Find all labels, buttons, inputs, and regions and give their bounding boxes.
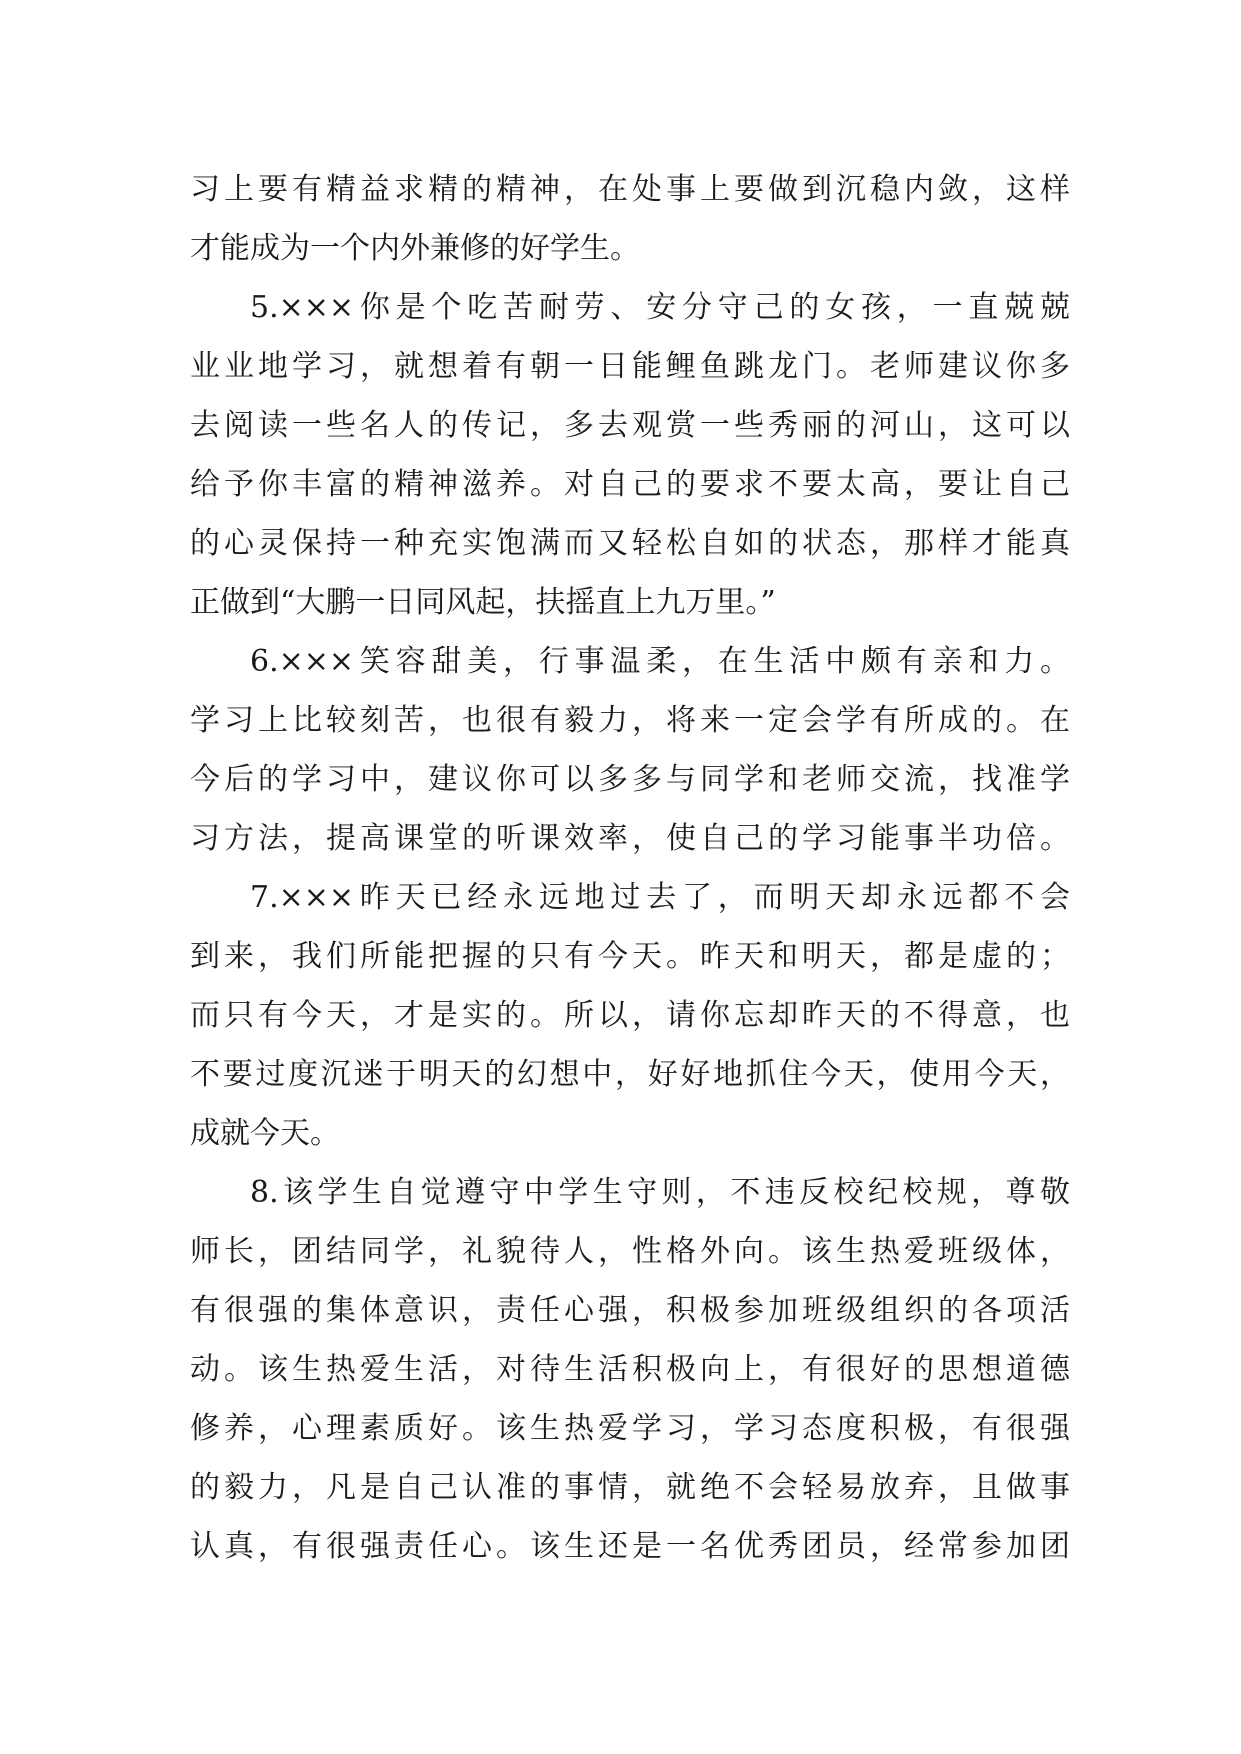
text-line: 而只有今天，才是实的。所以，请你忘却昨天的不得意，也 bbox=[190, 998, 1070, 1033]
text-line: 去阅读一些名人的传记，多去观赏一些秀丽的河山，这可以 bbox=[190, 408, 1070, 443]
text-line: 习方法，提高课堂的听课效率，使自己的学习能事半功倍。 bbox=[190, 821, 1070, 856]
text-line: 动。该生热爱生活，对待生活积极向上，有很好的思想道德 bbox=[190, 1352, 1070, 1387]
text-line: 的心灵保持一种充实饱满而又轻松自如的状态，那样才能真 bbox=[190, 526, 1070, 561]
text-line: 业业地学习，就想着有朝一日能鲤鱼跳龙门。老师建议你多 bbox=[190, 349, 1070, 384]
text-line: 给予你丰富的精神滋养。对自己的要求不要太高，要让自己 bbox=[190, 467, 1070, 502]
text-line: 习上要有精益求精的精神，在处事上要做到沉稳内敛，这样 bbox=[190, 172, 1070, 207]
text-line: 才能成为一个内外兼修的好学生。 bbox=[190, 231, 640, 266]
text-line: 师长，团结同学，礼貌待人，性格外向。该生热爱班级体， bbox=[190, 1234, 1070, 1269]
text-line: 修养，心理素质好。该生热爱学习，学习态度积极，有很强 bbox=[190, 1411, 1070, 1446]
text-line: 的毅力，凡是自己认准的事情，就绝不会轻易放弃，且做事 bbox=[190, 1470, 1070, 1505]
text-line: 5.×××你是个吃苦耐劳、安分守己的女孩，一直兢兢 bbox=[250, 290, 1070, 325]
text-line: 6.×××笑容甜美，行事温柔，在生活中颇有亲和力。 bbox=[250, 644, 1070, 679]
text-line: 7.×××昨天已经永远地过去了，而明天却永远都不会 bbox=[250, 880, 1070, 915]
text-line: 8.该学生自觉遵守中学生守则，不违反校纪校规，尊敬 bbox=[250, 1175, 1070, 1210]
text-line: 今后的学习中，建议你可以多多与同学和老师交流，找准学 bbox=[190, 762, 1070, 797]
text-line: 有很强的集体意识，责任心强，积极参加班级组织的各项活 bbox=[190, 1293, 1070, 1328]
text-line: 正做到“大鹏一日同风起，扶摇直上九万里。” bbox=[190, 585, 776, 620]
text-line: 认真，有很强责任心。该生还是一名优秀团员，经常参加团 bbox=[190, 1529, 1070, 1564]
text-line: 成就今天。 bbox=[190, 1116, 340, 1151]
text-line: 不要过度沉迷于明天的幻想中，好好地抓住今天，使用今天， bbox=[190, 1057, 1070, 1092]
body-text bbox=[190, 160, 1070, 1576]
text-line: 到来，我们所能把握的只有今天。昨天和明天，都是虚的； bbox=[190, 939, 1070, 974]
text-line: 学习上比较刻苦，也很有毅力，将来一定会学有所成的。在 bbox=[190, 703, 1070, 738]
